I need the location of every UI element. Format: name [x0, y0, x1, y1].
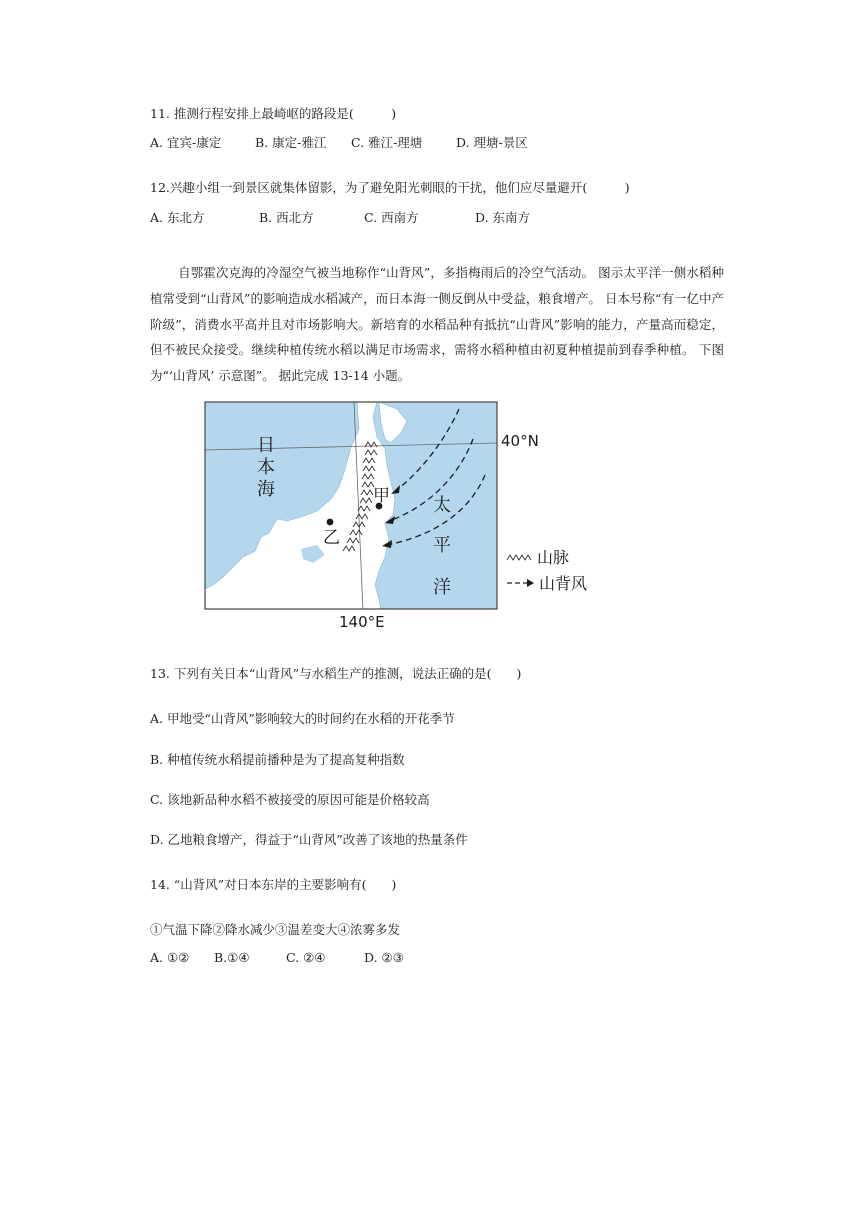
q13-option-c: C. 该地新品种水稻不被接受的原因可能是价格较高 [150, 792, 430, 807]
legend-wind-icon [507, 579, 534, 587]
q13-option-b: B. 种植传统水稻提前播种是为了提高复种指数 [150, 752, 405, 767]
q14-option-a: A. ①② [150, 950, 190, 965]
ocean-east-char-3: 洋 [433, 577, 451, 598]
legend-mountain-icon [507, 555, 531, 560]
shanbei-wind-map [201, 399, 621, 631]
ocean-east-char-1: 太 [433, 495, 451, 516]
q14-items: ①气温下降②降水减少③温差变大④浓雾多发 [150, 922, 401, 937]
legend-mountain-label: 山脉 [537, 548, 570, 567]
sea-west-char-1: 日 [257, 435, 275, 456]
q12-option-c: C. 西南方 [364, 210, 419, 225]
q11-option-d: D. 理塘-景区 [456, 135, 528, 150]
q12-option-a: A. 东北方 [150, 210, 205, 225]
q11-option-c: C. 雅江-理塘 [351, 135, 423, 150]
latitude-label: 40°N [501, 432, 539, 450]
q12-option-d: D. 东南方 [475, 210, 531, 225]
ocean-east-char-2: 平 [433, 535, 451, 556]
point-yi-label: 乙 [323, 528, 340, 548]
longitude-label: 140°E [339, 613, 385, 631]
q12-option-b: B. 西北方 [259, 210, 314, 225]
q11-stem: 11. 推测行程安排上最崎岖的路段是( ) [150, 106, 397, 121]
q14-option-c: C. ②④ [286, 950, 326, 965]
q11-option-b: B. 康定-雅江 [255, 135, 327, 150]
sea-west-char-3: 海 [257, 479, 275, 500]
legend [507, 548, 587, 593]
q11-option-a: A. 宜宾-康定 [150, 135, 222, 150]
passage-text: 自鄂霍次克海的冷湿空气被当地称作“山背风”，多指梅雨后的冷空气活动。 图示太平洋一侧水稻种植常受到“山背风”的影响造成水稻减产，而日本海一侧反倒从中受益，粮食增产。 日本号称“有一亿中产阶级”，消费水平高并且对市场影响大。新培育的水稻品种有抵抗“山背风”影响的能力，产量高而稳定，但不被民众接受。继续种植传统水稻以满足市场需求，需将水稻种植由初夏种植提前到春季种植。 下图为“‘山背风’ 示意图”。 据此完成 13-14 小题。 [150, 265, 724, 384]
sea-west-char-2: 本 [257, 457, 275, 478]
point-yi-marker [327, 519, 334, 526]
q14-option-b: B.①④ [214, 950, 250, 965]
q14-stem: 14. “山背风”对日本东岸的主要影响有( ) [150, 877, 397, 892]
passage [150, 260, 724, 389]
q13-option-d: D. 乙地粮食增产，得益于“山背风”改善了该地的热量条件 [150, 832, 468, 847]
q13-option-a: A. 甲地受“山背风”影响较大的时间约在水稻的开花季节 [150, 711, 455, 726]
point-jia-label: 甲 [373, 486, 390, 506]
q12-stem: 12.兴趣小组一到景区就集体留影，为了避免阳光刺眼的干扰，他们应尽量避开( ) [150, 180, 630, 195]
q14-option-d: D. ②③ [364, 950, 404, 965]
q13-stem: 13. 下列有关日本“山背风”与水稻生产的推测，说法正确的是( ) [150, 666, 522, 681]
legend-wind-label: 山背风 [539, 574, 588, 593]
